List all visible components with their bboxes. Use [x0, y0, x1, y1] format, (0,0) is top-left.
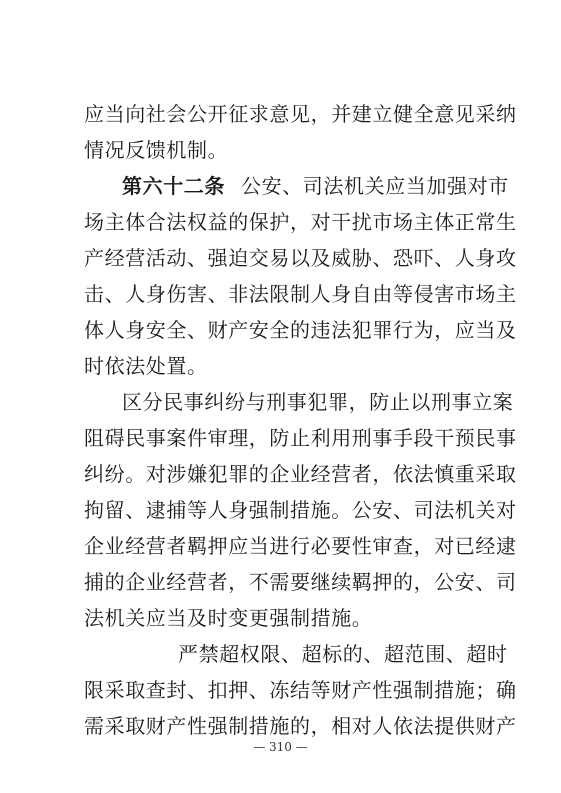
article-number: 第六十二条 — [122, 174, 225, 198]
text-line: 产经营活动、强迫交易以及威胁、恐吓、人身攻 — [84, 246, 517, 270]
text-line: 限采取查封、扣押、冻结等财产性强制措施；确 — [84, 678, 517, 702]
text-line: 需采取财产性强制措施的，相对人依法提供财产 — [84, 714, 517, 738]
text-line: 时依法处置。 — [84, 354, 208, 378]
text-line: 体人身安全、财产安全的违法犯罪行为，应当及 — [84, 318, 517, 342]
text-line: 场主体合法权益的保护，对干扰市场主体正常生 — [84, 210, 517, 234]
text-line: 击、人身伤害、非法限制人身自由等侵害市场主 — [84, 282, 517, 306]
article-heading-line — [122, 174, 509, 198]
text-line: 区分民事纠纷与刑事犯罪，防止以刑事立案 — [122, 390, 514, 414]
text-line: 严禁超权限、超标的、超范围、超时 — [178, 642, 508, 666]
text-line: 阻碍民事案件审理，防止利用刑事手段干预民事 — [84, 426, 517, 450]
text-line: 情况反馈机制。 — [84, 138, 229, 162]
text-line: 捕的企业经营者，不需要继续羁押的，公安、司 — [84, 570, 517, 594]
page-number: — 310 — — [253, 740, 308, 754]
text-line: 纠纷。对涉嫌犯罪的企业经营者，依法慎重采取 — [84, 462, 517, 486]
text-line: 法机关应当及时变更强制措施。 — [84, 606, 373, 630]
text-line: 应当向社会公开征求意见，并建立健全意见采纳 — [84, 102, 517, 126]
text-line: 拘留、逮捕等人身强制措施。公安、司法机关对 — [84, 498, 517, 522]
text-line: 企业经营者羁押应当进行必要性审查，对已经逮 — [84, 534, 517, 558]
article-text: 公安、司法机关应当加强对市 — [241, 174, 509, 198]
